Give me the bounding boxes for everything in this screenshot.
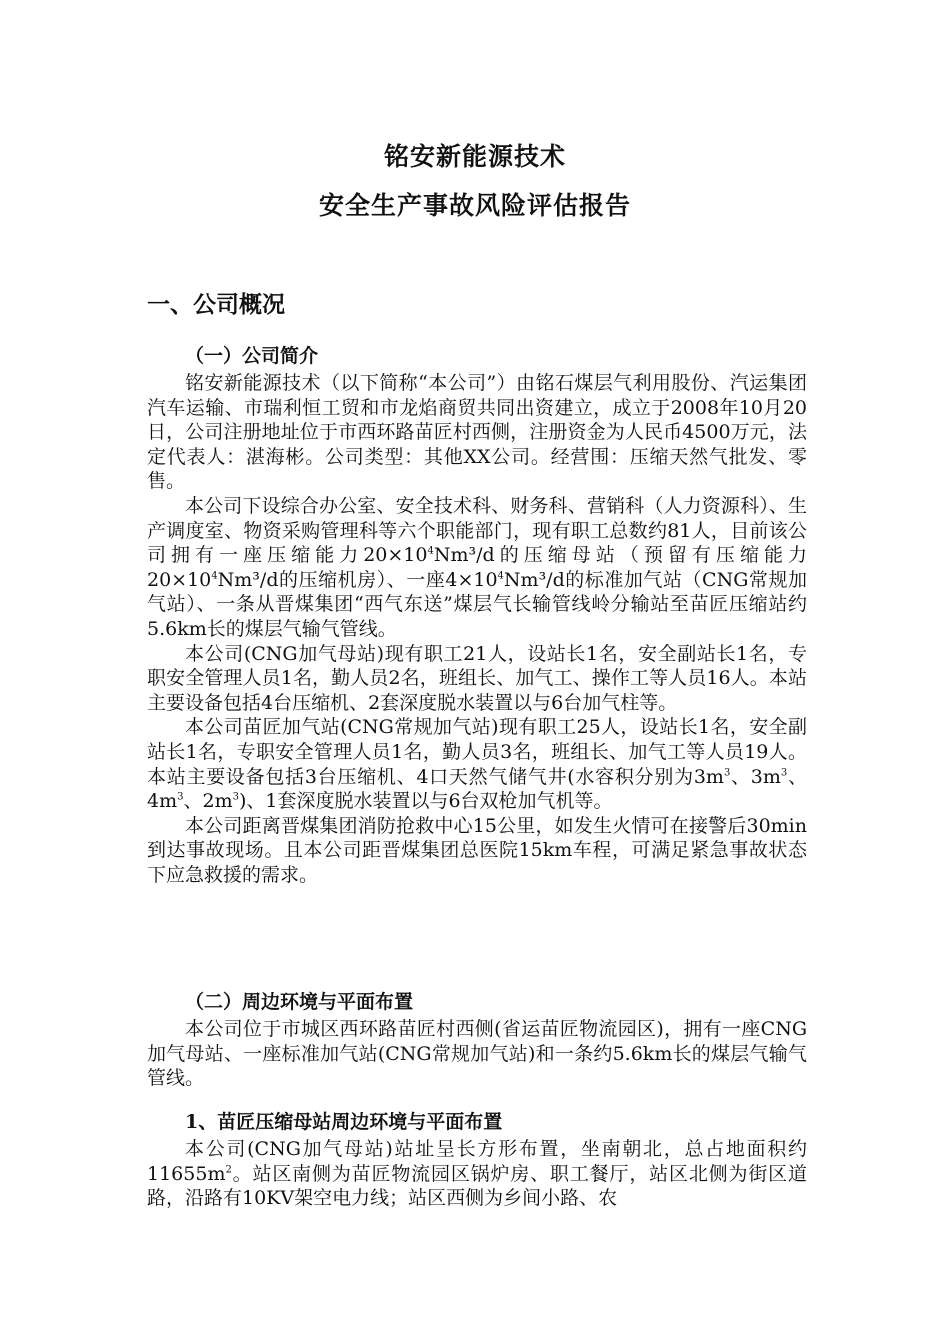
text-segment: 本公司(CNG加气母站)站址呈长方形布置，坐南朝北，总占地面积约11655m [147,1138,807,1185]
superscript: 4 [497,570,504,582]
surroundings-text [147,1017,807,1091]
text-segment: 。站区南侧为苗匠物流园区锅炉房、职工餐厅，站区北侧为街区道路，沿路有10KV架空电力线；站区西侧为乡间小路、农 [147,1162,807,1210]
superscript: 3 [780,767,788,779]
text-segment: 本公司苗匠加气站(CNG常规加气站)现有职工25人，设站长1名，安全副站长1名，专职安全管理人员1名，勤人员3名，班组长、加气工等人员19人。本站主要设备包括3台压缩机、4口天然气储气井(水容积分别为3m [147,716,807,788]
paragraph-emergency-rescue: 本公司距离晋煤集团消防抢救中心15公里，如发生火情可在接警后30min到达事故现场。且本公司距晋煤集团总医院15km车程，可满足紧急事故状态下应急救援的需求。 [147,814,807,886]
text-segment: Nm³/d的标准加气站（CNG常规加气站）、一条从晋煤集团“西气东送”煤层气长输管线岭分输站至苗匠压缩站约5.6km长的煤层气输气管线。 [147,568,807,640]
document-title-line2: 安全生产事故风险评估报告 [318,191,631,220]
company-profile-text [147,371,807,887]
paragraph-station-layout [147,1137,807,1211]
subsection-heading-surroundings-layout: （二）周边环境与平面布置 [185,991,414,1013]
text-segment: Nm³/d的压缩机房）、一座4×10 [217,568,498,591]
paragraph-regular-station [147,715,807,813]
mother-station-layout-text [147,1137,807,1211]
section-heading-company-overview: 一、公司概况 [147,291,285,318]
superscript: 4 [427,545,434,557]
paragraph-location: 本公司位于市城区西环路苗匠村西侧(省运苗匠物流园区)，拥有一座CNG加气母站、一座标准加气站(CNG常规加气站)和一条约5.6km长的煤层气输气管线。 [147,1018,807,1090]
text-segment: 、4m [147,765,807,813]
superscript: 3 [177,791,184,803]
text-segment: Nm³/d的压缩母站（预留有压缩能力20×10 [147,544,808,591]
superscript: 4 [211,570,218,582]
subsection-heading-company-profile: （一）公司简介 [185,345,319,367]
paragraph-company-intro: 铭安新能源技术（以下简称“本公司”）由铭石煤层气利用股份、汽运集团汽车运输、市瑞利恒工贸和市龙焰商贸共同出资建立，成立于2008年10月20日，公司注册地址位于市西环路苗匠村西侧，注册资金为人民币4500万元，法定代表人：湛海彬。公司类型：其他XX公司。经营围：压缩天然气批发、零售。 [147,372,807,493]
text-segment: 、2m [183,790,233,813]
subsection-heading-mother-station-layout: 1、苗匠压缩母站周边环境与平面布置 [185,1111,503,1133]
superscript: 3 [232,791,239,803]
text-segment: 、3m [730,765,781,788]
text-segment: 本公司下设综合办公室、安全技术科、财务科、营销科（人力资源科）、生产调度室、物资采购管理科等六个职能部门，现有职工总数约81人，目前该公司拥有一座压缩能力20×10 [147,494,807,567]
paragraph-mother-station: 本公司(CNG加气母站)现有职工21人，设站长1名，安全副站长1名，专职安全管理人员1名，勤人员2名，班组长、加气工、操作工等人员16人。本站主要设备包括4台压缩机、2套深度脱水装置以与6台加气柱等。 [147,642,807,714]
superscript: 2 [225,1164,232,1176]
text-segment: )、1套深度脱水装置以与6台双枪加气机等。 [238,790,613,813]
paragraph-departments [147,494,807,642]
superscript: 3 [723,767,731,779]
document-title-line1: 铭安新能源技术 [383,142,566,171]
